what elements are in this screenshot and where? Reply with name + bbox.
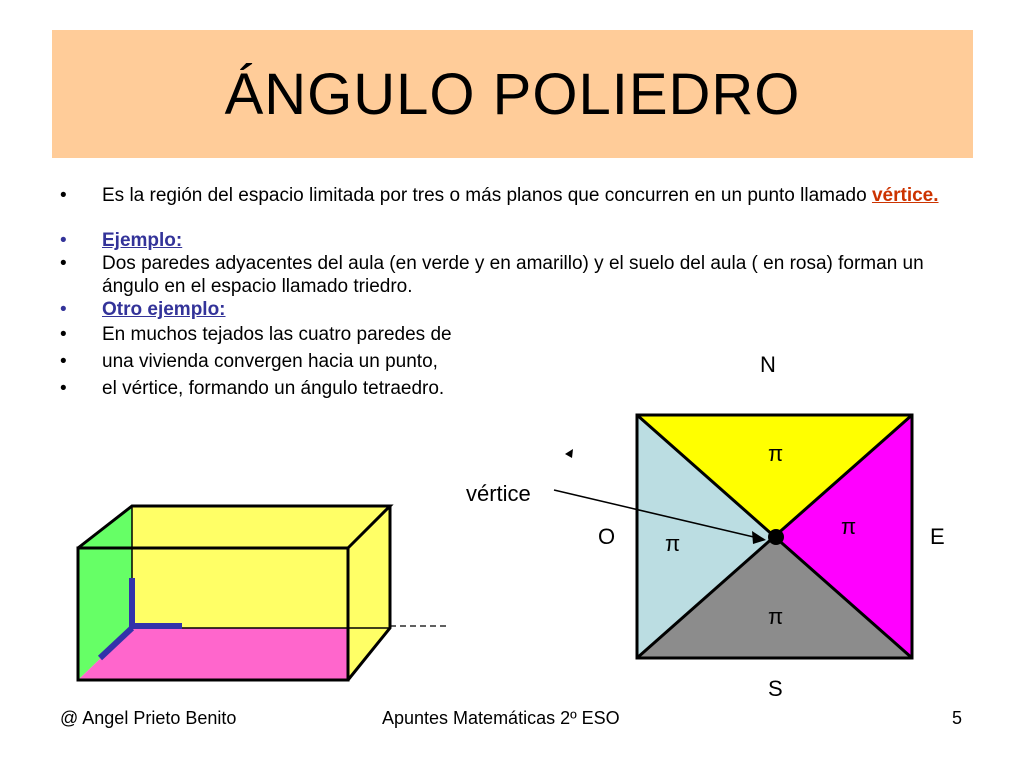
example-label: Ejemplo: <box>102 230 183 251</box>
pi-east: π <box>841 514 857 539</box>
roof-line-1: En muchos tejados las cuatro paredes de <box>102 324 452 345</box>
bullet-dot: • <box>60 324 67 345</box>
bullet-dot: • <box>60 185 67 206</box>
triedro-box-illustration <box>78 506 448 680</box>
east-label: E <box>930 524 945 549</box>
south-label: S <box>768 676 783 701</box>
bullet-dot: • <box>60 351 67 372</box>
slide-title: ÁNGULO POLIEDRO <box>224 61 801 127</box>
pi-west: π <box>665 531 681 556</box>
west-label: O <box>598 524 616 549</box>
north-label: N <box>760 352 776 377</box>
footer-author: @ Angel Prieto Benito <box>60 708 237 728</box>
vertex-dot <box>768 529 784 545</box>
bullet-dot: • <box>60 299 67 320</box>
vertex-label: vértice <box>466 481 531 506</box>
definition-text: Es la región del espacio limitada por tres o más planos que concurren en un punto llamado <box>102 185 872 206</box>
pi-south: π <box>768 604 784 629</box>
pi-north: π <box>768 441 784 466</box>
small-marker <box>565 449 573 458</box>
bullet-dot: • <box>60 253 67 274</box>
vertex-term: vértice. <box>871 185 939 206</box>
footer-page-number: 5 <box>952 708 963 728</box>
roof-line-2: una vivienda convergen hacia un punto, <box>102 351 438 372</box>
footer-course: Apuntes Matemáticas 2º ESO <box>382 708 620 728</box>
example-text: Dos paredes adyacentes del aula (en verde y en amarillo) y el suelo del aula ( en rosa) forman un ángulo en el espacio llamado triedro. <box>102 253 924 297</box>
bullet-dot: • <box>60 230 67 251</box>
other-example-label: Otro ejemplo: <box>102 299 226 320</box>
roof-line-3: el vértice, formando un ángulo tetraedro. <box>102 378 445 399</box>
bullet-dot: • <box>60 378 67 399</box>
